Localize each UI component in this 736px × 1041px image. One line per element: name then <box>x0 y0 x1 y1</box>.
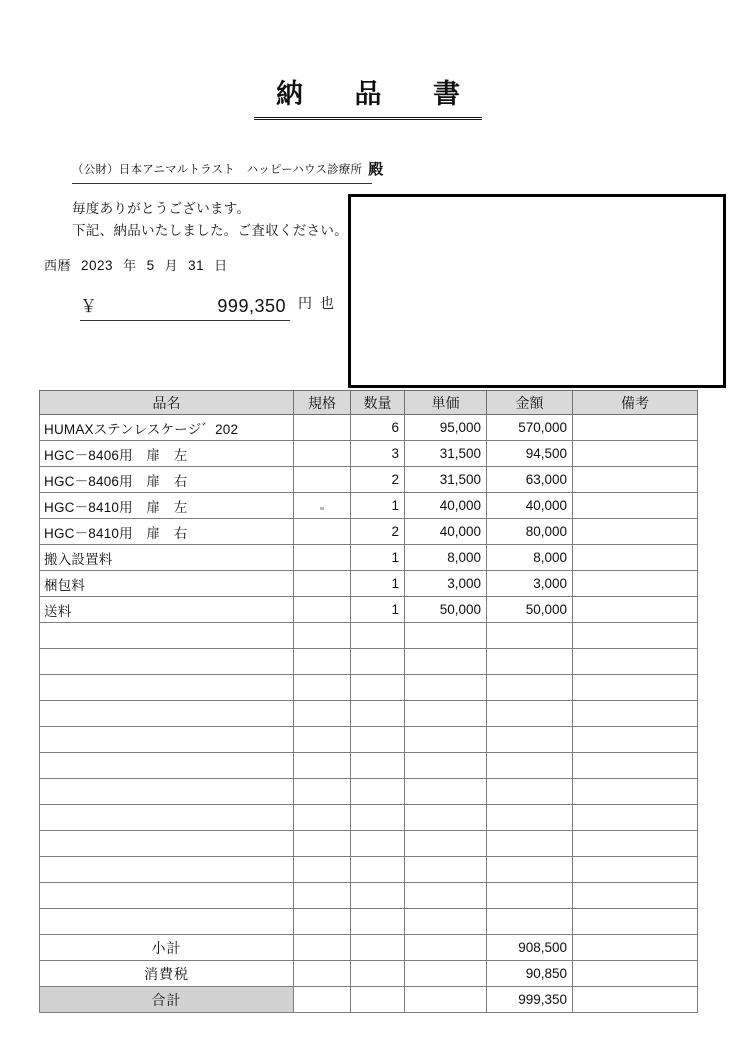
cell-item-qty: 3 <box>351 441 405 467</box>
cell-blank-qty <box>351 831 405 857</box>
cell-blank-amount <box>487 883 573 909</box>
cell-item-price: 31,500 <box>405 467 487 493</box>
table-row <box>40 519 698 545</box>
cell-blank-note <box>573 753 698 779</box>
cell-item-price: 50,000 <box>405 597 487 623</box>
cell-summary-label: 合計 <box>40 987 294 1013</box>
cell-item-qty: 1 <box>351 545 405 571</box>
items-table-head <box>40 391 698 415</box>
grand-amount-value: 999,350 <box>217 296 286 316</box>
cell-blank-name <box>40 649 294 675</box>
cell-item-spec <box>294 519 351 545</box>
greeting-line-1: 毎度ありがとうございます。 <box>72 201 251 216</box>
cell-blank-qty <box>351 805 405 831</box>
cell-blank-qty <box>351 675 405 701</box>
cell-item-price: 3,000 <box>405 571 487 597</box>
cell-blank-price <box>405 883 487 909</box>
date-line <box>44 255 238 274</box>
cell-item-spec <box>294 597 351 623</box>
cell-blank-spec <box>294 883 351 909</box>
cell-blank-name <box>40 805 294 831</box>
cell-item-amount: 80,000 <box>487 519 573 545</box>
cell-summary-spec <box>294 935 351 961</box>
cell-summary-price <box>405 987 487 1013</box>
table-row-blank <box>40 701 698 727</box>
cell-item-note <box>573 519 698 545</box>
cell-item-name: HGC－8406用 扉 左 <box>40 441 294 467</box>
cell-blank-price <box>405 649 487 675</box>
cell-item-price: 40,000 <box>405 519 487 545</box>
recipient-honorific: 殿 <box>368 161 384 178</box>
cell-item-note <box>573 571 698 597</box>
cell-blank-price <box>405 727 487 753</box>
cell-item-name: 送料 <box>40 597 294 623</box>
cell-summary-qty <box>351 961 405 987</box>
cell-blank-qty <box>351 623 405 649</box>
table-row <box>40 545 698 571</box>
cell-blank-spec <box>294 675 351 701</box>
cell-blank-name <box>40 701 294 727</box>
company-stamp-box <box>348 194 726 388</box>
table-row-blank <box>40 805 698 831</box>
cell-blank-note <box>573 649 698 675</box>
cell-blank-qty <box>351 779 405 805</box>
date-year: 2023 <box>81 258 114 273</box>
grand-amount-suffix: 円 也 <box>298 295 336 311</box>
cell-item-spec <box>294 441 351 467</box>
page-title-wrap <box>0 72 736 120</box>
table-row-blank <box>40 779 698 805</box>
table-row-blank <box>40 649 698 675</box>
summary-row <box>40 987 698 1013</box>
column-header-amount: 金額 <box>487 391 573 415</box>
cell-blank-qty <box>351 649 405 675</box>
table-row <box>40 415 698 441</box>
cell-item-amount: 8,000 <box>487 545 573 571</box>
cell-blank-spec <box>294 779 351 805</box>
table-row <box>40 441 698 467</box>
cell-blank-amount <box>487 779 573 805</box>
currency-symbol: ￥ <box>80 297 97 316</box>
cell-blank-name <box>40 727 294 753</box>
table-row-blank <box>40 623 698 649</box>
table-row-blank <box>40 883 698 909</box>
cell-blank-name <box>40 753 294 779</box>
cell-blank-price <box>405 675 487 701</box>
column-header-name: 品名 <box>40 391 294 415</box>
cell-summary-spec <box>294 961 351 987</box>
cell-blank-amount <box>487 857 573 883</box>
cell-blank-name <box>40 831 294 857</box>
cell-blank-qty <box>351 701 405 727</box>
cell-blank-note <box>573 727 698 753</box>
cell-blank-name <box>40 857 294 883</box>
cell-blank-spec <box>294 831 351 857</box>
cell-summary-qty <box>351 987 405 1013</box>
cell-item-amount: 40,000 <box>487 493 573 519</box>
column-header-note: 備考 <box>573 391 698 415</box>
date-era-label: 西暦 <box>44 258 72 273</box>
cell-blank-name <box>40 883 294 909</box>
table-row-blank <box>40 727 698 753</box>
cell-item-spec <box>294 467 351 493</box>
cell-item-amount: 63,000 <box>487 467 573 493</box>
table-row-blank <box>40 831 698 857</box>
page-title: 納 品 書 <box>254 72 482 120</box>
cell-blank-amount <box>487 805 573 831</box>
cell-blank-spec <box>294 701 351 727</box>
table-row <box>40 467 698 493</box>
cell-summary-price <box>405 961 487 987</box>
table-row-blank <box>40 675 698 701</box>
cell-item-note <box>573 545 698 571</box>
cell-blank-name <box>40 675 294 701</box>
cell-blank-name <box>40 779 294 805</box>
cell-item-name: HGC－8410用 扉 左 <box>40 493 294 519</box>
cell-blank-spec <box>294 753 351 779</box>
cell-summary-amount: 999,350 <box>487 987 573 1013</box>
cell-summary-qty <box>351 935 405 961</box>
column-header-price: 単価 <box>405 391 487 415</box>
cell-blank-price <box>405 779 487 805</box>
cell-item-qty: 1 <box>351 571 405 597</box>
cell-item-amount: 570,000 <box>487 415 573 441</box>
cell-item-name: HGC－8406用 扉 右 <box>40 467 294 493</box>
cell-item-amount: 3,000 <box>487 571 573 597</box>
cell-item-price: 31,500 <box>405 441 487 467</box>
greeting-line-2: 下記、納品いたしました。ご査収ください。 <box>72 223 348 238</box>
cell-item-qty: 2 <box>351 467 405 493</box>
cell-blank-spec <box>294 805 351 831</box>
cell-summary-label: 小計 <box>40 935 294 961</box>
cell-item-qty: 6 <box>351 415 405 441</box>
cell-item-amount: 50,000 <box>487 597 573 623</box>
cell-item-note <box>573 441 698 467</box>
scan-speck <box>320 507 324 510</box>
cell-summary-note <box>573 935 698 961</box>
cell-item-qty: 2 <box>351 519 405 545</box>
cell-blank-spec <box>294 727 351 753</box>
cell-summary-note <box>573 987 698 1013</box>
items-table <box>39 390 698 1013</box>
cell-blank-note <box>573 623 698 649</box>
cell-blank-amount <box>487 701 573 727</box>
table-row-blank <box>40 753 698 779</box>
summary-row <box>40 961 698 987</box>
cell-item-spec <box>294 493 351 519</box>
table-header-row <box>40 391 698 415</box>
cell-blank-qty <box>351 909 405 935</box>
cell-blank-note <box>573 831 698 857</box>
cell-blank-qty <box>351 883 405 909</box>
column-header-qty: 数量 <box>351 391 405 415</box>
summary-row <box>40 935 698 961</box>
cell-item-note <box>573 493 698 519</box>
table-row <box>40 571 698 597</box>
cell-summary-note <box>573 961 698 987</box>
cell-blank-qty <box>351 857 405 883</box>
column-header-spec: 規格 <box>294 391 351 415</box>
cell-item-price: 40,000 <box>405 493 487 519</box>
cell-blank-note <box>573 857 698 883</box>
cell-item-note <box>573 597 698 623</box>
cell-summary-spec <box>294 987 351 1013</box>
cell-blank-amount <box>487 649 573 675</box>
cell-blank-amount <box>487 909 573 935</box>
cell-summary-price <box>405 935 487 961</box>
recipient-organization: （公財）日本アニマルトラスト ハッピーハウス診療所 <box>72 164 363 176</box>
cell-blank-name <box>40 909 294 935</box>
table-row-blank <box>40 909 698 935</box>
date-year-label: 年 <box>123 258 137 273</box>
cell-item-spec <box>294 545 351 571</box>
cell-summary-amount: 908,500 <box>487 935 573 961</box>
cell-summary-label: 消費税 <box>40 961 294 987</box>
grand-amount-line <box>80 292 290 321</box>
cell-blank-spec <box>294 857 351 883</box>
cell-blank-price <box>405 857 487 883</box>
cell-item-name: 梱包料 <box>40 571 294 597</box>
table-row <box>40 493 698 519</box>
cell-blank-price <box>405 701 487 727</box>
table-row-blank <box>40 857 698 883</box>
date-month: 5 <box>146 258 155 273</box>
cell-blank-price <box>405 805 487 831</box>
cell-blank-spec <box>294 623 351 649</box>
cell-item-name: HUMAXステンレスケージ゛202 <box>40 415 294 441</box>
greeting-block <box>72 198 348 242</box>
cell-blank-amount <box>487 675 573 701</box>
cell-blank-note <box>573 909 698 935</box>
cell-item-price: 95,000 <box>405 415 487 441</box>
cell-blank-note <box>573 675 698 701</box>
cell-item-note <box>573 415 698 441</box>
cell-blank-price <box>405 831 487 857</box>
cell-blank-amount <box>487 831 573 857</box>
items-table-body <box>40 415 698 1013</box>
cell-summary-amount: 90,850 <box>487 961 573 987</box>
cell-item-spec <box>294 415 351 441</box>
table-row <box>40 597 698 623</box>
cell-blank-qty <box>351 727 405 753</box>
cell-blank-amount <box>487 727 573 753</box>
recipient-line <box>72 158 384 184</box>
cell-blank-amount <box>487 753 573 779</box>
cell-blank-note <box>573 701 698 727</box>
cell-blank-note <box>573 779 698 805</box>
cell-blank-note <box>573 805 698 831</box>
cell-blank-price <box>405 909 487 935</box>
cell-item-spec <box>294 571 351 597</box>
date-day: 31 <box>188 258 205 273</box>
date-day-label: 日 <box>214 258 228 273</box>
date-month-label: 月 <box>164 258 179 273</box>
cell-blank-note <box>573 883 698 909</box>
cell-blank-spec <box>294 649 351 675</box>
cell-blank-qty <box>351 753 405 779</box>
cell-blank-amount <box>487 623 573 649</box>
cell-item-name: HGC－8410用 扉 右 <box>40 519 294 545</box>
cell-item-note <box>573 467 698 493</box>
cell-blank-price <box>405 623 487 649</box>
cell-item-amount: 94,500 <box>487 441 573 467</box>
cell-item-qty: 1 <box>351 597 405 623</box>
cell-item-name: 搬入設置料 <box>40 545 294 571</box>
cell-blank-spec <box>294 909 351 935</box>
cell-item-price: 8,000 <box>405 545 487 571</box>
cell-blank-name <box>40 623 294 649</box>
cell-item-qty: 1 <box>351 493 405 519</box>
cell-blank-price <box>405 753 487 779</box>
